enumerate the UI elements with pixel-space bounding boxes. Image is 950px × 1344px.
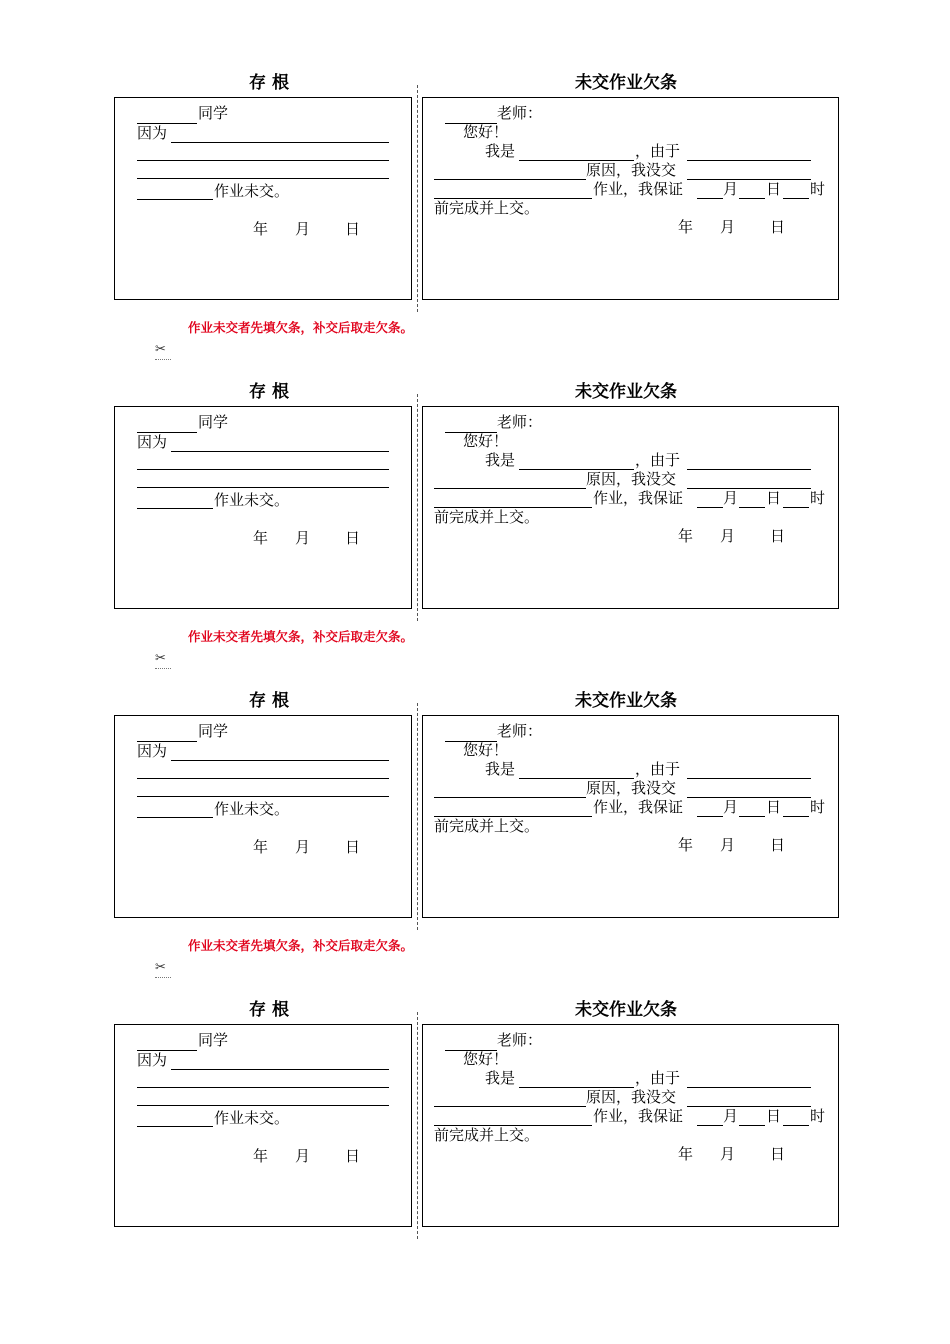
stub-not-submitted-label: 作业未交。: [214, 182, 290, 200]
blank-reason-line[interactable]: [137, 178, 389, 179]
stub-title: 存 根: [249, 1000, 289, 1020]
note-hour-label: 时: [810, 489, 826, 507]
note-box: [422, 97, 839, 300]
note-date-day-label: 日: [770, 218, 786, 236]
blank-homework[interactable]: [137, 199, 213, 200]
note-reason-label: 原因，我没交: [586, 779, 677, 797]
blank-reason[interactable]: [434, 1106, 586, 1107]
stub-student-label: 同学: [198, 1031, 229, 1049]
blank-homework[interactable]: [137, 508, 213, 509]
note-day-label: 日: [766, 1107, 782, 1125]
blank-month[interactable]: [697, 1125, 723, 1126]
note-due-to-label: ，由于: [635, 1069, 681, 1087]
blank-reason-line[interactable]: [137, 160, 389, 161]
stub-month-label: 月: [295, 838, 311, 856]
cut-line: [417, 85, 418, 312]
note-title: 未交作业欠条: [575, 691, 677, 711]
note-reason-label: 原因，我没交: [586, 470, 677, 488]
stub-because-label: 因为: [137, 742, 168, 760]
note-greeting: 您好！: [463, 432, 509, 450]
note-i-am-label: 我是: [485, 1069, 516, 1087]
blank-reason[interactable]: [687, 160, 811, 161]
note-i-am-label: 我是: [485, 760, 516, 778]
note-hour-label: 时: [810, 1107, 826, 1125]
note-hour-label: 时: [810, 180, 826, 198]
blank-homework[interactable]: [137, 1126, 213, 1127]
note-homework-promise-label: 作业，我保证: [593, 798, 684, 816]
note-month-label: 月: [723, 798, 739, 816]
note-before-label: 前完成并上交。: [434, 817, 540, 835]
note-title: 未交作业欠条: [575, 73, 677, 93]
stub-month-label: 月: [295, 1147, 311, 1165]
note-reason-label: 原因，我没交: [586, 1088, 677, 1106]
note-homework-promise-label: 作业，我保证: [593, 489, 684, 507]
note-year-label: 年: [678, 1145, 694, 1163]
note-homework-promise-label: 作业，我保证: [593, 1107, 684, 1125]
slip-group: [0, 379, 950, 688]
stub-student-label: 同学: [198, 413, 229, 431]
stub-year-label: 年: [253, 529, 269, 547]
blank-homework-subject[interactable]: [687, 1106, 811, 1107]
blank-hour[interactable]: [783, 1125, 809, 1126]
blank-reason-line[interactable]: [171, 1069, 389, 1070]
note-month-label: 月: [723, 1107, 739, 1125]
blank-day[interactable]: [739, 1125, 765, 1126]
note-before-label: 前完成并上交。: [434, 199, 540, 217]
blank-month[interactable]: [697, 198, 723, 199]
warning-text: 作业未交者先填欠条，补交后取走欠条。: [188, 320, 414, 335]
note-date-day-label: 日: [770, 1145, 786, 1163]
note-teacher-label: 老师：: [497, 1031, 543, 1049]
note-date-month-label: 月: [720, 836, 736, 854]
blank-reason-line[interactable]: [137, 487, 389, 488]
stub-title: 存 根: [249, 73, 289, 93]
cut-line: [417, 394, 418, 621]
note-greeting: 您好！: [463, 123, 509, 141]
note-due-to-label: ，由于: [635, 451, 681, 469]
stub-day-label: 日: [345, 838, 361, 856]
stub-day-label: 日: [345, 220, 361, 238]
stub-because-label: 因为: [137, 433, 168, 451]
warning-text: 作业未交者先填欠条，补交后取走欠条。: [188, 938, 414, 953]
note-due-to-label: ，由于: [635, 760, 681, 778]
blank-homework[interactable]: [137, 817, 213, 818]
slip-group: [0, 70, 950, 379]
stub-student-label: 同学: [198, 104, 229, 122]
blank-reason[interactable]: [687, 469, 811, 470]
blank-reason-line[interactable]: [171, 451, 389, 452]
note-teacher-label: 老师：: [497, 104, 543, 122]
blank-reason-line[interactable]: [171, 760, 389, 761]
blank-reason[interactable]: [434, 179, 586, 180]
blank-hour[interactable]: [783, 198, 809, 199]
note-box: [422, 1024, 839, 1227]
note-title: 未交作业欠条: [575, 1000, 677, 1020]
stub-title: 存 根: [249, 691, 289, 711]
note-greeting: 您好！: [463, 1050, 509, 1068]
blank-homework-subject[interactable]: [687, 179, 811, 180]
stub-title: 存 根: [249, 382, 289, 402]
stub-day-label: 日: [345, 1147, 361, 1165]
note-year-label: 年: [678, 218, 694, 236]
stub-student-label: 同学: [198, 722, 229, 740]
blank-reason-line[interactable]: [171, 142, 389, 143]
note-i-am-label: 我是: [485, 451, 516, 469]
note-year-label: 年: [678, 527, 694, 545]
note-teacher-label: 老师：: [497, 413, 543, 431]
blank-reason-line[interactable]: [137, 778, 389, 779]
cut-line: [417, 1012, 418, 1239]
note-i-am-label: 我是: [485, 142, 516, 160]
note-box: [422, 406, 839, 609]
note-day-label: 日: [766, 489, 782, 507]
note-date-month-label: 月: [720, 218, 736, 236]
stub-not-submitted-label: 作业未交。: [214, 491, 290, 509]
blank-reason[interactable]: [434, 488, 586, 489]
blank-reason-line[interactable]: [137, 796, 389, 797]
blank-homework-subject[interactable]: [687, 488, 811, 489]
blank-reason[interactable]: [434, 797, 586, 798]
scissors-icon: ✂: [155, 652, 171, 669]
note-teacher-label: 老师：: [497, 722, 543, 740]
cut-line: [417, 703, 418, 930]
stub-box: [114, 1024, 412, 1227]
stub-because-label: 因为: [137, 1051, 168, 1069]
note-hour-label: 时: [810, 798, 826, 816]
slip-group: [0, 997, 950, 1306]
stub-box: [114, 406, 412, 609]
slip-group: [0, 688, 950, 997]
scissors-icon: ✂: [155, 961, 171, 978]
note-day-label: 日: [766, 798, 782, 816]
blank-day[interactable]: [739, 816, 765, 817]
note-box: [422, 715, 839, 918]
blank-homework-subject[interactable]: [687, 797, 811, 798]
scissors-icon: ✂: [155, 343, 171, 360]
note-day-label: 日: [766, 180, 782, 198]
note-title: 未交作业欠条: [575, 382, 677, 402]
stub-day-label: 日: [345, 529, 361, 547]
blank-hour[interactable]: [783, 816, 809, 817]
note-homework-promise-label: 作业，我保证: [593, 180, 684, 198]
note-date-day-label: 日: [770, 527, 786, 545]
note-month-label: 月: [723, 489, 739, 507]
note-before-label: 前完成并上交。: [434, 508, 540, 526]
blank-hour[interactable]: [783, 507, 809, 508]
stub-box: [114, 715, 412, 918]
blank-reason[interactable]: [687, 778, 811, 779]
stub-box: [114, 97, 412, 300]
note-date-day-label: 日: [770, 836, 786, 854]
blank-day[interactable]: [739, 198, 765, 199]
stub-month-label: 月: [295, 529, 311, 547]
blank-reason-line[interactable]: [137, 1105, 389, 1106]
stub-month-label: 月: [295, 220, 311, 238]
note-greeting: 您好！: [463, 741, 509, 759]
blank-reason[interactable]: [687, 1087, 811, 1088]
note-date-month-label: 月: [720, 1145, 736, 1163]
blank-reason-line[interactable]: [137, 1087, 389, 1088]
blank-reason-line[interactable]: [137, 469, 389, 470]
stub-year-label: 年: [253, 1147, 269, 1165]
blank-month[interactable]: [697, 816, 723, 817]
blank-month[interactable]: [697, 507, 723, 508]
note-date-month-label: 月: [720, 527, 736, 545]
note-year-label: 年: [678, 836, 694, 854]
warning-text: 作业未交者先填欠条，补交后取走欠条。: [188, 629, 414, 644]
stub-because-label: 因为: [137, 124, 168, 142]
note-before-label: 前完成并上交。: [434, 1126, 540, 1144]
stub-not-submitted-label: 作业未交。: [214, 800, 290, 818]
note-reason-label: 原因，我没交: [586, 161, 677, 179]
stub-year-label: 年: [253, 838, 269, 856]
note-month-label: 月: [723, 180, 739, 198]
blank-day[interactable]: [739, 507, 765, 508]
stub-year-label: 年: [253, 220, 269, 238]
stub-not-submitted-label: 作业未交。: [214, 1109, 290, 1127]
note-due-to-label: ，由于: [635, 142, 681, 160]
